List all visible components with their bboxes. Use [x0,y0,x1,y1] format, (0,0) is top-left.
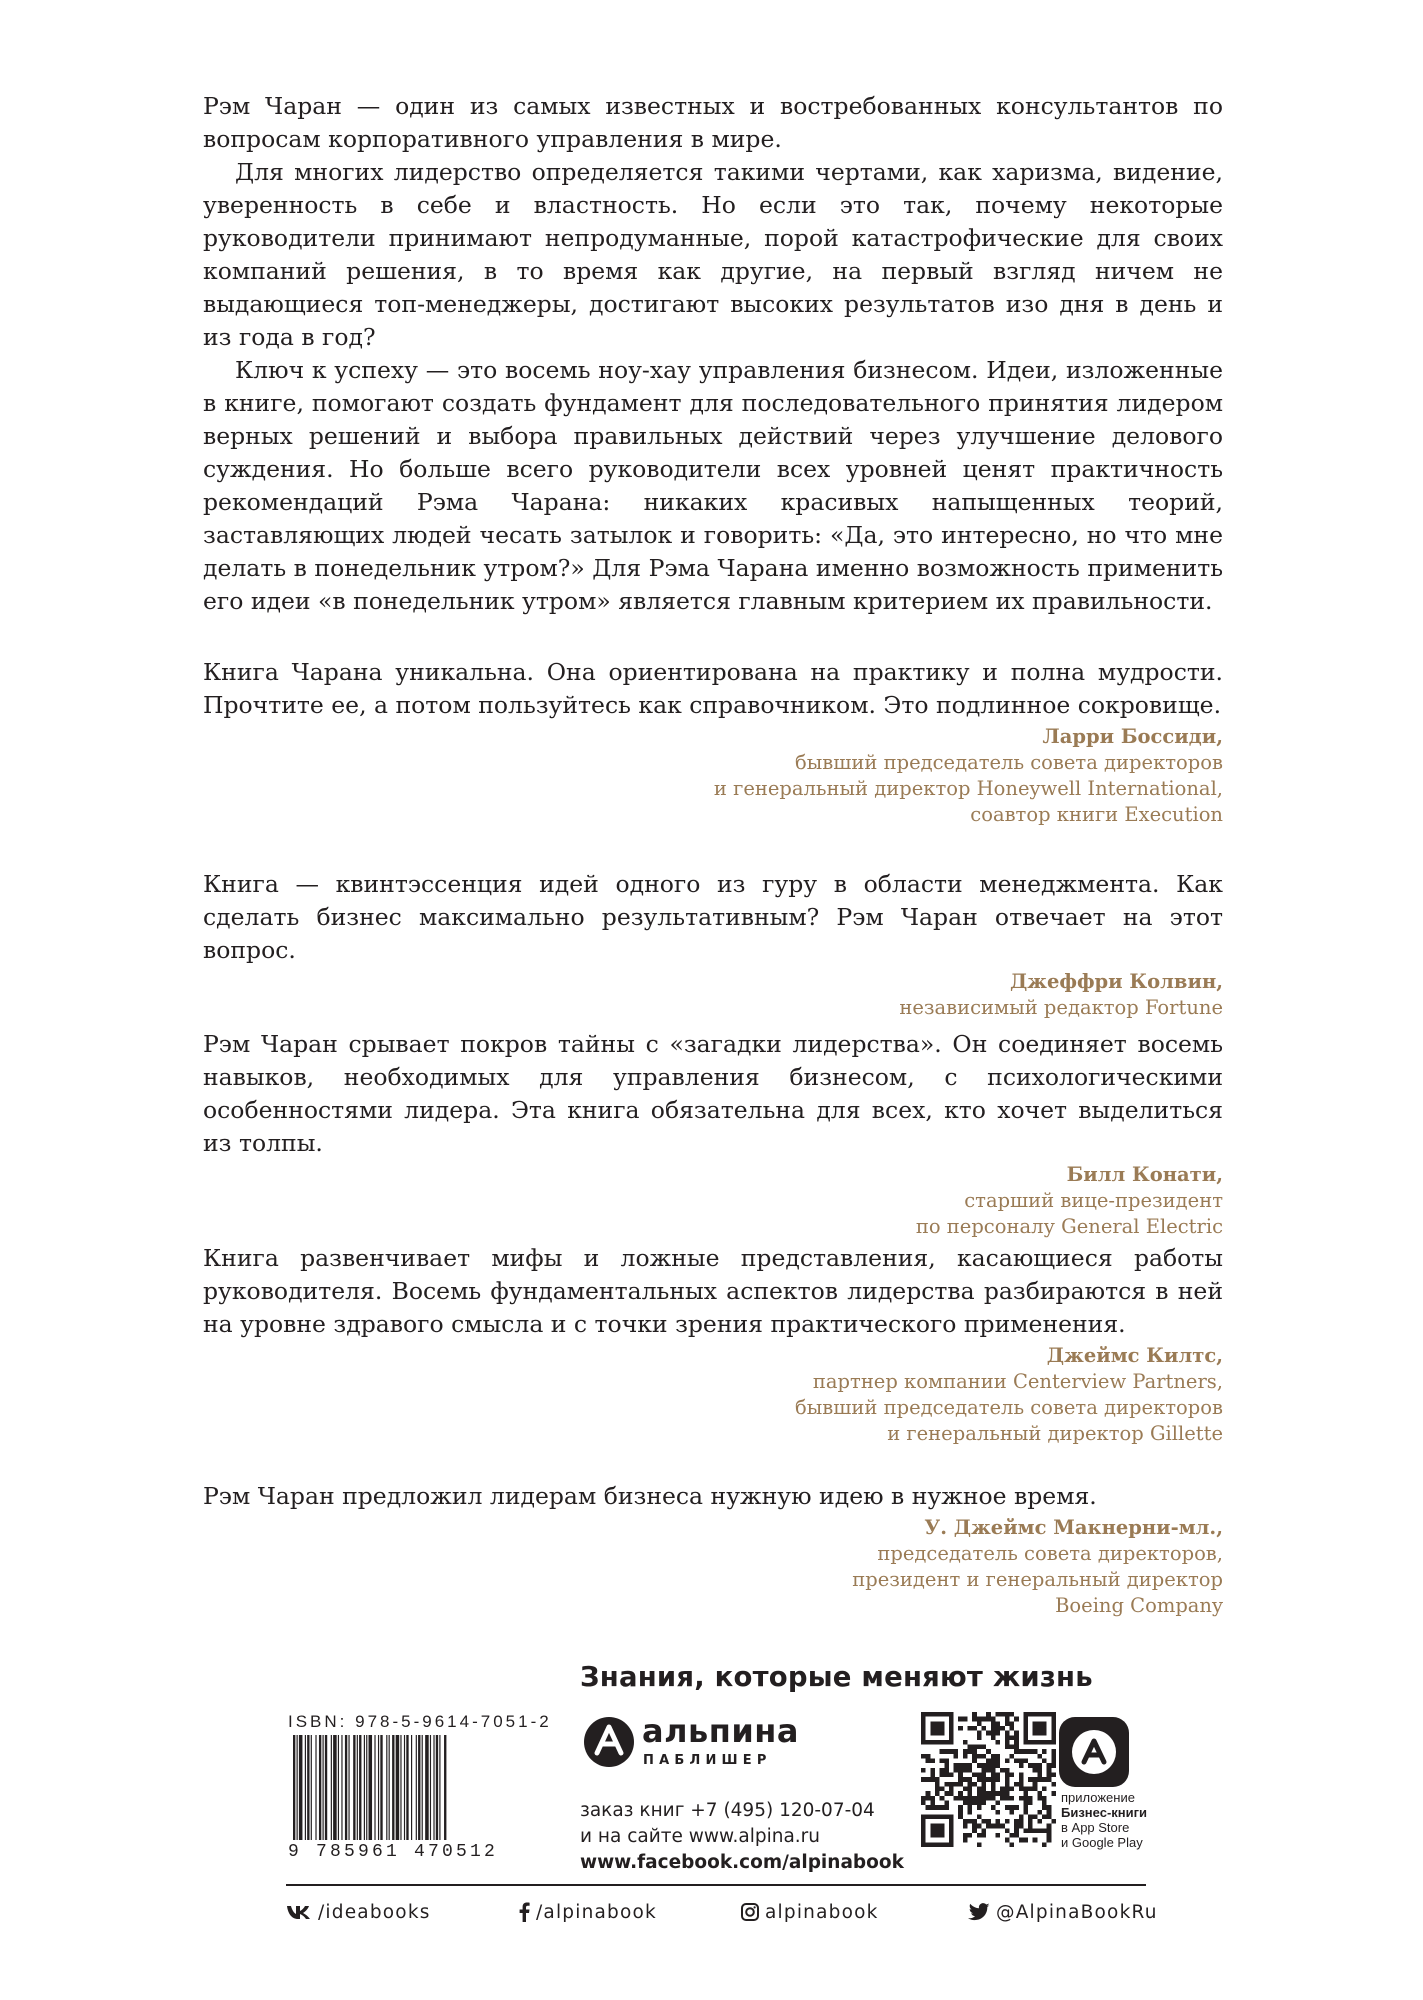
site-line: и на сайте www.alpina.ru [580,1826,820,1847]
quote-role-line: соавтор книги Execution [970,803,1223,826]
isbn-label: ISBN: 978-5-9614-7051-2 [288,1712,552,1731]
quote-author: Джеффри Колвин, [1009,970,1223,993]
vk-icon [286,1904,312,1920]
barcode-digits: 9 785961 470512 [288,1842,499,1862]
footer-divider [286,1884,1146,1886]
app-line: в App Store [1061,1820,1130,1835]
quote-colvin [203,868,1223,1021]
app-line: приложение [1061,1790,1135,1805]
barcode [293,1735,544,1840]
intro-text [203,90,1223,618]
quote-text: Рэм Чаран предложил лидерам бизнеса нужную идею в нужное время. [203,1482,1097,1510]
quote-role-line: Boeing Company [1055,1594,1223,1617]
intro-paragraph: Для многих лидерство определяется такими чертами, как харизма, видение, уверенность в себе и властность. Но если это так, почему некоторые руководители принимают непродуманные, порой катастрофические для своих компаний решения, в то время как другие, на первый взгляд ничем не выдающиеся топ-менеджеры, достигают высоких результатов изо дня в день и из года в год? [203,158,1223,351]
quote-kilts [203,1242,1223,1447]
quote-author: Джеймс Килтс, [1046,1344,1223,1367]
social-vk[interactable] [286,1897,431,1927]
app-icon [1058,1716,1130,1788]
publisher-logo-icon [583,1716,635,1768]
quote-role-line: президент и генеральный директор [852,1568,1223,1591]
twitter-handle: @AlpinaBookRu [996,1901,1158,1923]
quote-role-line: независимый редактор Fortune [899,996,1223,1019]
quote-author: Билл Конати, [1066,1163,1223,1186]
quote-role-line: и генеральный директор Honeywell International, [713,777,1223,800]
intro-paragraph: Ключ к успеху — это восемь ноу-хау управления бизнесом. Идеи, изложенные в книге, помогают создать фундамент для последовательного принятия лидером верных решений и выбора правильных действий через улучшение делового суждения. Но больше всего руководители всех уровней ценят практичность рекомендаций Рэма Чарана: никаких красивых напыщенных теорий, заставляющих людей чесать затылок и говорить: «Да, это интересно, но что мне делать в понедельник утром?» Для Рэма Чарана именно возможность применить его идеи «в понедельник утром» является главным критерием их правильности. [203,356,1223,615]
quote-bossidy [203,656,1223,828]
instagram-icon [741,1903,759,1921]
quote-text: Книга развенчивает мифы и ложные представления, касающиеся работы руководителя. Восемь фундаментальных аспектов лидерства разбираются в ней на уровне здравого смысла и с точки зрения практического применения. [203,1244,1223,1338]
facebook-handle: /alpinabook [536,1901,657,1923]
quote-role-line: председатель совета директоров, [877,1542,1223,1565]
quote-text: Рэм Чаран срывает покров тайны с «загадки лидерства». Он соединяет восемь навыков, необходимых для управления бизнесом, с психологическими особенностями лидера. Эта книга обязательна для всех, кто хочет выделиться из толпы. [203,1030,1223,1157]
intro-paragraph: Рэм Чаран — один из самых известных и востребованных консультантов по вопросам корпоративного управления в мире. [203,92,1223,153]
app-line: Бизнес-книги [1061,1805,1148,1820]
twitter-icon [968,1903,990,1921]
facebook-icon [518,1902,530,1922]
quote-text: Книга — квинтэссенция идей одного из гуру в области менеджмента. Как сделать бизнес максимально результативным? Рэм Чаран отвечает на этот вопрос. [203,870,1223,964]
quote-role-line: по персоналу General Electric [915,1215,1223,1238]
instagram-handle: alpinabook [765,1901,879,1923]
social-facebook[interactable] [518,1897,657,1927]
quote-author: У. Джеймс Макнерни-мл., [924,1516,1223,1539]
quote-role-line: партнер компании Centerview Partners, [812,1370,1223,1393]
qr-code-icon [921,1712,1056,1847]
social-instagram[interactable] [741,1897,879,1927]
app-store-text [1061,1790,1147,1850]
publisher-name: альпина [642,1712,799,1750]
contact-block [580,1798,904,1876]
app-line: и Google Play [1061,1835,1143,1850]
quote-author: Ларри Боссиди, [1042,725,1223,748]
facebook-line: www.facebook.com/alpinabook [580,1852,904,1873]
order-line: заказ книг +7 (495) 120-07-04 [580,1800,875,1821]
social-twitter[interactable] [968,1897,1158,1927]
vk-handle: /ideabooks [318,1901,431,1923]
quote-mcnerney [203,1480,1223,1619]
slogan: Знания, которые меняют жизнь [580,1661,1093,1693]
quote-text: Книга Чарана уникальна. Она ориентирована на практику и полна мудрости. Прочтите ее, а потом пользуйтесь как справочником. Это подлинное сокровище. [203,658,1223,719]
quote-role-line: и генеральный директор Gillette [887,1422,1223,1445]
quote-role-line: старший вице-президент [964,1189,1223,1212]
quote-conaty [203,1028,1223,1240]
quote-role-line: бывший председатель совета директоров [795,1396,1223,1419]
publisher-subtitle: ПАБЛИШЕР [643,1753,772,1768]
quote-role-line: бывший председатель совета директоров [795,751,1223,774]
